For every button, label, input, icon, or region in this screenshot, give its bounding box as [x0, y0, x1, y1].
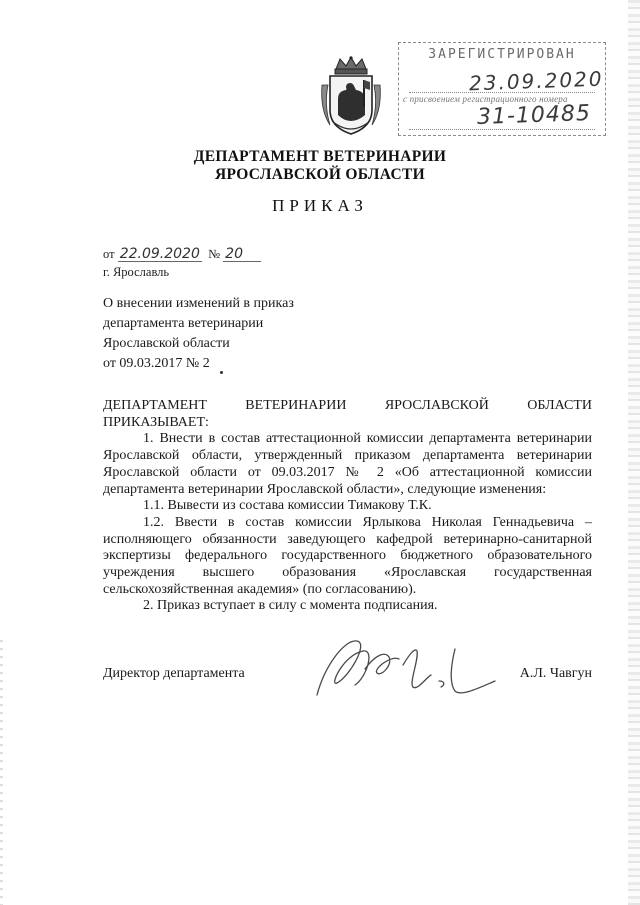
signatory-name: А.Л. Чавгун: [519, 666, 592, 681]
order-number: 20: [223, 247, 261, 262]
registration-stamp: [398, 42, 606, 136]
stamp-date: 23.09.2020: [468, 66, 604, 96]
scan-edge-artifact: [628, 0, 640, 905]
order-date: 22.09.2020: [119, 246, 200, 262]
stamp-header: ЗАРЕГИСТРИРОВАН: [428, 47, 576, 62]
stamp-divider: [409, 92, 595, 93]
subject-line: Ярославской области: [103, 336, 230, 351]
order-date-number: [103, 247, 261, 262]
order-paragraph-2: 2. Приказ вступает в силу с момента подписания.: [143, 598, 438, 614]
number-prefix: №: [208, 247, 221, 261]
scan-speck: [220, 371, 223, 374]
stamp-number: 31-10485: [476, 101, 592, 130]
subject-line: О внесении изменений в приказ: [103, 296, 294, 311]
document-type-title: ПРИКАЗ: [272, 196, 368, 215]
subject-line: департамента ветеринарии: [103, 316, 264, 331]
subject-line: от 09.03.2017 № 2: [103, 356, 210, 371]
scan-edge-artifact-left: [0, 640, 3, 905]
order-paragraph-1: 1. Внести в состав аттестационной комиссии департамента ветеринарии Ярославской области, утвержденный приказом департамента ветеринарии Ярославской области от 09.03.2017 № 2 «Об аттестационной комиссии департамента ветеринарии Ярославской области», следующие изменения:: [103, 431, 592, 497]
order-body: [103, 398, 592, 615]
signature-block: [103, 666, 592, 696]
order-paragraph-1-2: 1.2. Ввести в состав комиссии Ярлыкова Николая Геннадьевича – исполняющего обязанности заведующего кафедрой ветеринарно-санитарной экспертизы федерального государственного бюджетного образовательного учреждения высшего образования «Ярославская государственная сельскохозяйственная академия» (по согласованию).: [103, 514, 592, 597]
stamp-divider-bottom: [409, 129, 595, 130]
org-name-line1: ДЕПАРТАМЕНТ ВЕТЕРИНАРИИ: [193, 148, 447, 165]
stamp-caption: с присвоением регистрационного номера: [403, 94, 568, 104]
signatory-title: Директор департамента: [103, 666, 245, 681]
order-paragraph-1-1: 1.1. Вывести из состава комиссии Тимакову Т.К.: [143, 498, 432, 514]
city: г. Ярославль: [103, 265, 170, 279]
org-name-line2: ЯРОСЛАВСКОЙ ОБЛАСТИ: [215, 166, 425, 183]
order-subject: [103, 294, 363, 374]
date-prefix: от: [103, 247, 115, 261]
order-preamble: ДЕПАРТАМЕНТ ВЕТЕРИНАРИИ ЯРОСЛАВСКОЙ ОБЛАСТИ ПРИКАЗЫВАЕТ:: [103, 398, 592, 430]
coat-of-arms-emblem: [318, 55, 384, 137]
